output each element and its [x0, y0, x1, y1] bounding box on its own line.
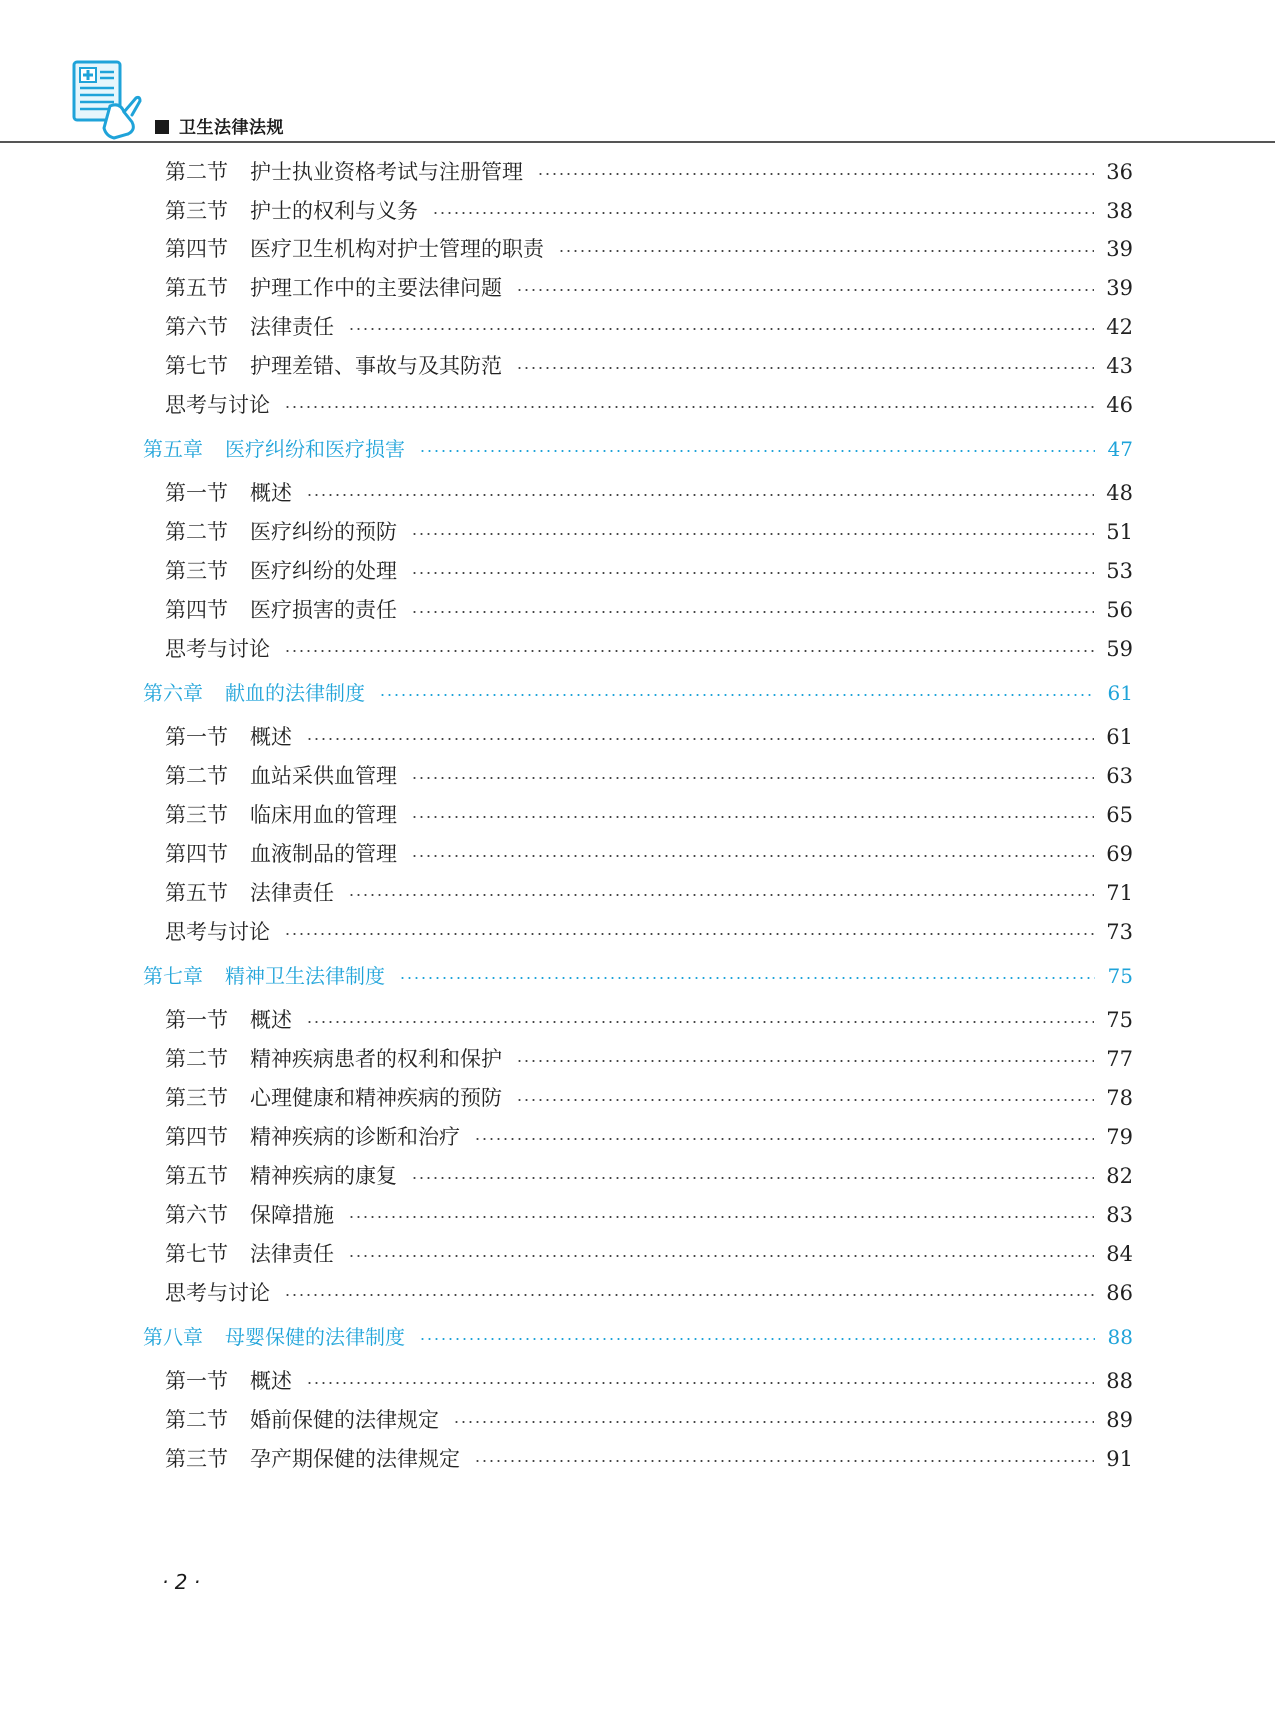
toc-section-entry[interactable]	[165, 1444, 1133, 1474]
dot-leader	[348, 1216, 1094, 1218]
toc-entry-page: 88	[1107, 1325, 1133, 1349]
dot-leader	[516, 367, 1094, 369]
toc-section-entry[interactable]	[165, 761, 1133, 791]
toc-section-entry[interactable]	[165, 517, 1133, 547]
toc-entry-number: 第二节	[165, 764, 228, 788]
toc-chapter-entry[interactable]	[143, 961, 1133, 991]
dot-leader	[453, 1421, 1094, 1423]
toc-entry-title: 思考与讨论	[165, 393, 270, 417]
dot-leader	[411, 855, 1094, 857]
toc-entry-page: 36	[1106, 160, 1133, 184]
toc-entry-number: 第七章	[143, 964, 203, 988]
toc-entry-number: 第四节	[165, 1125, 228, 1149]
toc-entry-title: 母婴保健的法律制度	[225, 1325, 405, 1349]
dot-leader	[348, 894, 1094, 896]
toc-entry-title: 医疗卫生机构对护士管理的职责	[250, 237, 544, 261]
dot-leader	[419, 1338, 1095, 1340]
page-number: · 2 ·	[162, 1570, 201, 1594]
toc-entry-title: 概述	[250, 1369, 292, 1393]
toc-entry-number: 第一节	[165, 1369, 228, 1393]
toc-section-entry[interactable]	[165, 312, 1133, 342]
toc-entry-number: 第七节	[165, 1242, 228, 1266]
toc-entry-number: 第五章	[143, 437, 203, 461]
dot-leader	[411, 1177, 1094, 1179]
toc-section-entry[interactable]	[165, 390, 1133, 420]
toc-entry-title: 护士执业资格考试与注册管理	[250, 160, 523, 184]
toc-entry-number: 第七节	[165, 354, 228, 378]
toc-entry-number: 第四节	[165, 842, 228, 866]
toc-entry-page: 42	[1106, 315, 1133, 339]
toc-section-entry[interactable]	[165, 1239, 1133, 1269]
toc-entry-title: 精神卫生法律制度	[225, 964, 385, 988]
dot-leader	[348, 328, 1094, 330]
dot-leader	[348, 1255, 1094, 1257]
toc-entry-page: 59	[1106, 637, 1133, 661]
dot-leader	[411, 777, 1094, 779]
dot-leader	[411, 611, 1094, 613]
dot-leader	[411, 572, 1094, 574]
toc-entry-page: 89	[1106, 1408, 1133, 1432]
toc-entry-number: 第四节	[165, 237, 228, 261]
toc-entry-page: 53	[1106, 559, 1133, 583]
toc-section-entry[interactable]	[165, 196, 1133, 226]
toc-entry-page: 78	[1106, 1086, 1133, 1110]
toc-entry-number: 第二节	[165, 1047, 228, 1071]
dot-leader	[284, 1294, 1094, 1296]
toc-entry-page: 77	[1106, 1047, 1133, 1071]
toc-entry-title: 思考与讨论	[165, 637, 270, 661]
dot-leader	[516, 289, 1094, 291]
toc-entry-page: 86	[1106, 1281, 1133, 1305]
dot-leader	[399, 977, 1095, 979]
toc-entry-page: 38	[1106, 199, 1133, 223]
toc-entry-title: 法律责任	[250, 1242, 334, 1266]
dot-leader	[411, 816, 1094, 818]
dot-leader	[537, 173, 1094, 175]
toc-entry-page: 69	[1106, 842, 1133, 866]
toc-entry-page: 39	[1106, 276, 1133, 300]
toc-entry-title: 孕产期保健的法律规定	[250, 1447, 460, 1471]
toc-entry-title: 思考与讨论	[165, 920, 270, 944]
dot-leader	[306, 1382, 1094, 1384]
dot-leader	[306, 738, 1094, 740]
toc-section-entry[interactable]	[165, 1122, 1133, 1152]
toc-section-entry[interactable]	[165, 1278, 1133, 1308]
toc-entry-number: 第一节	[165, 725, 228, 749]
toc-entry-title: 临床用血的管理	[250, 803, 397, 827]
toc-section-entry[interactable]	[165, 234, 1133, 264]
toc-entry-number: 第三节	[165, 199, 228, 223]
toc-section-entry[interactable]	[165, 1005, 1133, 1035]
toc-section-entry[interactable]	[165, 556, 1133, 586]
toc-entry-number: 第三节	[165, 803, 228, 827]
dot-leader	[411, 533, 1094, 535]
dot-leader	[306, 494, 1094, 496]
toc-entry-page: 61	[1107, 681, 1133, 705]
toc-entry-page: 75	[1107, 964, 1133, 988]
toc-entry-number: 第五节	[165, 1164, 228, 1188]
toc-section-entry[interactable]	[165, 878, 1133, 908]
toc-entry-title: 思考与讨论	[165, 1281, 270, 1305]
toc-entry-page: 61	[1106, 725, 1133, 749]
toc-entry-title: 法律责任	[250, 315, 334, 339]
toc-section-entry[interactable]	[165, 478, 1133, 508]
toc-entry-title: 献血的法律制度	[225, 681, 365, 705]
page-header	[0, 0, 1275, 142]
toc-entry-page: 82	[1106, 1164, 1133, 1188]
book-title: 卫生法律法规	[179, 118, 284, 138]
dot-leader	[432, 212, 1094, 214]
toc-entry-number: 第二节	[165, 160, 228, 184]
dot-leader	[306, 1021, 1094, 1023]
toc-entry-number: 第二节	[165, 520, 228, 544]
toc-entry-title: 保障措施	[250, 1203, 334, 1227]
toc-chapter-entry[interactable]	[143, 678, 1133, 708]
toc-entry-number: 第八章	[143, 1325, 203, 1349]
header-square-bullet	[155, 120, 169, 134]
toc-section-entry[interactable]	[165, 1083, 1133, 1113]
dot-leader	[516, 1099, 1094, 1101]
toc-entry-page: 39	[1106, 237, 1133, 261]
dot-leader	[516, 1060, 1094, 1062]
toc-entry-title: 概述	[250, 1008, 292, 1032]
toc-section-entry[interactable]	[165, 351, 1133, 381]
toc-entry-number: 第六章	[143, 681, 203, 705]
toc-section-entry[interactable]	[165, 1161, 1133, 1191]
toc-entry-title: 精神疾病的诊断和治疗	[250, 1125, 460, 1149]
toc-entry-title: 医疗纠纷的预防	[250, 520, 397, 544]
toc-entry-number: 第一节	[165, 1008, 228, 1032]
toc-entry-page: 84	[1106, 1242, 1133, 1266]
toc-section-entry[interactable]	[165, 1405, 1133, 1435]
medical-document-hand-icon	[70, 58, 150, 140]
toc-entry-number: 第六节	[165, 315, 228, 339]
toc-entry-page: 65	[1106, 803, 1133, 827]
toc-section-entry[interactable]	[165, 1366, 1133, 1396]
toc-entry-number: 第五节	[165, 881, 228, 905]
toc-entry-title: 心理健康和精神疾病的预防	[250, 1086, 502, 1110]
toc-entry-page: 71	[1106, 881, 1133, 905]
toc-entry-number: 第二节	[165, 1408, 228, 1432]
toc-entry-title: 精神疾病患者的权利和保护	[250, 1047, 502, 1071]
toc-entry-title: 护理差错、事故与及其防范	[250, 354, 502, 378]
toc-section-entry[interactable]	[165, 595, 1133, 625]
toc-entry-number: 第三节	[165, 559, 228, 583]
toc-entry-page: 43	[1106, 354, 1133, 378]
toc-section-entry[interactable]	[165, 157, 1133, 187]
toc-section-entry[interactable]	[165, 634, 1133, 664]
toc-entry-title: 医疗纠纷和医疗损害	[225, 437, 405, 461]
toc-entry-page: 56	[1106, 598, 1133, 622]
toc-entry-title: 医疗纠纷的处理	[250, 559, 397, 583]
toc-entry-number: 第三节	[165, 1447, 228, 1471]
dot-leader	[558, 250, 1094, 252]
dot-leader	[419, 450, 1095, 452]
dot-leader	[379, 694, 1095, 696]
toc-entry-title: 护理工作中的主要法律问题	[250, 276, 502, 300]
toc-entry-title: 概述	[250, 481, 292, 505]
toc-entry-title: 概述	[250, 725, 292, 749]
toc-entry-title: 医疗损害的责任	[250, 598, 397, 622]
toc-chapter-entry[interactable]	[143, 1322, 1133, 1352]
toc-section-entry[interactable]	[165, 800, 1133, 830]
toc-section-entry[interactable]	[165, 917, 1133, 947]
toc-entry-page: 79	[1106, 1125, 1133, 1149]
toc-entry-title: 精神疾病的康复	[250, 1164, 397, 1188]
dot-leader	[474, 1460, 1094, 1462]
toc-section-entry[interactable]	[165, 839, 1133, 869]
toc-entry-page: 47	[1107, 437, 1133, 461]
toc-entry-number: 第三节	[165, 1086, 228, 1110]
toc-entry-page: 48	[1106, 481, 1133, 505]
toc-entry-page: 83	[1106, 1203, 1133, 1227]
dot-leader	[284, 933, 1094, 935]
dot-leader	[474, 1138, 1094, 1140]
toc-entry-number: 第四节	[165, 598, 228, 622]
toc-chapter-entry[interactable]	[143, 434, 1133, 464]
toc-entry-number: 第五节	[165, 276, 228, 300]
toc-entry-page: 73	[1106, 920, 1133, 944]
toc-entry-number: 第六节	[165, 1203, 228, 1227]
toc-entry-number: 第一节	[165, 481, 228, 505]
toc-section-entry[interactable]	[165, 722, 1133, 752]
toc-entry-title: 血站采供血管理	[250, 764, 397, 788]
toc-entry-page: 88	[1106, 1369, 1133, 1393]
header-divider	[0, 141, 1275, 143]
dot-leader	[284, 650, 1094, 652]
toc-entry-page: 46	[1106, 393, 1133, 417]
toc-entry-title: 法律责任	[250, 881, 334, 905]
toc-section-entry[interactable]	[165, 1044, 1133, 1074]
dot-leader	[284, 406, 1094, 408]
toc-entry-title: 护士的权利与义务	[250, 199, 418, 223]
toc-entry-page: 91	[1106, 1447, 1133, 1471]
toc-entry-page: 63	[1106, 764, 1133, 788]
toc-section-entry[interactable]	[165, 1200, 1133, 1230]
toc-entry-title: 婚前保健的法律规定	[250, 1408, 439, 1432]
toc-entry-page: 51	[1106, 520, 1133, 544]
toc-section-entry[interactable]	[165, 273, 1133, 303]
toc-entry-page: 75	[1106, 1008, 1133, 1032]
toc-entry-title: 血液制品的管理	[250, 842, 397, 866]
